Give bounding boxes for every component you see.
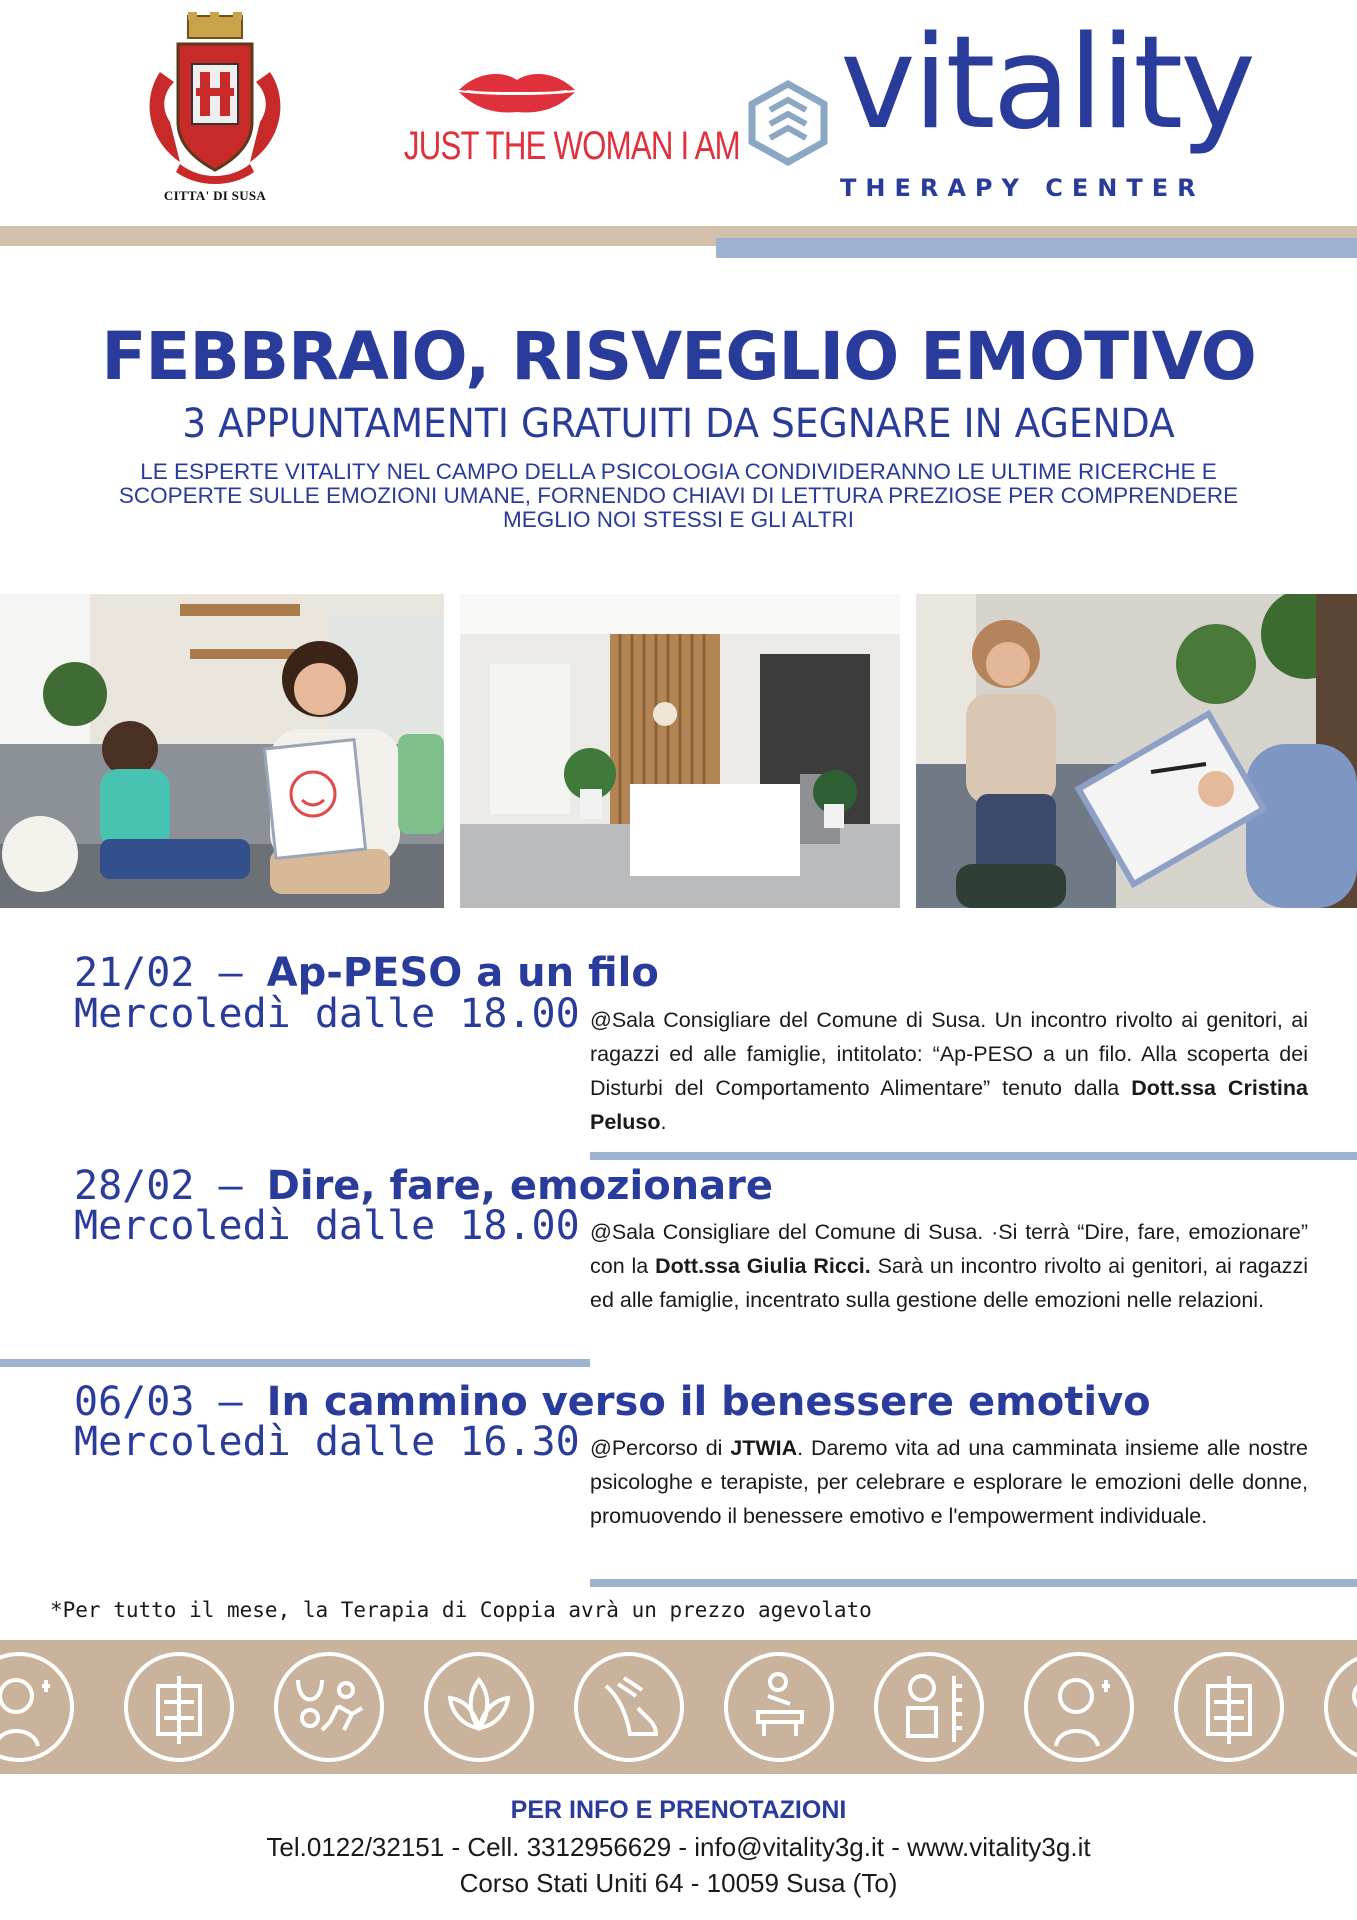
event-1-date: 21/02 – [74, 950, 267, 996]
address: Corso Stati Uniti 64 - 10059 Susa (To) [459, 1868, 898, 1898]
pediatric-growth-icon [874, 1652, 984, 1762]
event-2-title [74, 1163, 774, 1209]
event-3-desc-end: . Daremo vita ad una camminata insieme alle nostre psicologhe e terapiste, per celebrare e esplorare le emozioni delle donne, promuovendo il benessere emotivo e l'empowerment individuale. [590, 1436, 1308, 1528]
event-2-divider [0, 1359, 590, 1367]
header-divider-blue [716, 238, 1357, 258]
event-1-divider [590, 1152, 1357, 1160]
event-1-title [74, 950, 659, 996]
posture-icon [124, 1652, 234, 1762]
info-title: PER INFO E PRENOTAZIONI [510, 1796, 847, 1824]
event-1-description [590, 1003, 1308, 1139]
event-3-organizer: JTWIA [730, 1436, 798, 1460]
jtwia-logo-text: JUST THE WOMAN I AM [403, 124, 740, 168]
physiotherapy-icon [724, 1652, 834, 1762]
vitality-subtitle: THERAPY CENTER [840, 174, 1205, 202]
photo-clinic-reception [460, 594, 900, 908]
lips-icon [457, 70, 577, 114]
event-2-speaker: Dott.ssa Giulia Ricci. [655, 1254, 871, 1278]
vitality-wordmark: vitality [840, 9, 1253, 158]
contact-info: Tel.0122/32151 - Cell. 3312956629 - info@vitality3g.it - www.vitality3g.it [266, 1832, 1091, 1862]
foot-massage-icon [574, 1652, 684, 1762]
event-3-name: In cammino verso il benessere emotivo [266, 1379, 1151, 1425]
event-3-description [590, 1431, 1308, 1533]
event-3-date: 06/03 – [74, 1379, 267, 1425]
speech-therapy-icon [1024, 1652, 1134, 1762]
event-3-time: Mercoledì dalle 16.30 [74, 1419, 580, 1465]
vitality-emblem-icon [748, 80, 828, 166]
posture-icon [1174, 1652, 1284, 1762]
event-3-divider [590, 1579, 1357, 1587]
event-3-desc-text: @Percorso di [590, 1436, 731, 1460]
event-2-description [590, 1215, 1308, 1317]
intro-text: LE ESPERTE VITALITY NEL CAMPO DELLA PSICOLOGIA CONDIVIDERANNO LE ULTIME RICERCHE E SCOPERTE SULLE EMOZIONI UMANE, FORNENDO CHIAVI DI LETTURA PREZIOSE PER COMPRENDERE MEGLIO NOI STESSI E GLI ALTRI [118, 459, 1239, 532]
event-2-desc-text: @Sala Consigliare del Comune di Susa. ·Si terrà “Dire, fare, emozionare” con la [590, 1220, 1308, 1278]
event-1-name: Ap-PESO a un filo [266, 950, 659, 996]
event-1-desc-text: @Sala Consigliare del Comune di Susa. Un incontro rivolto ai genitori, ai ragazzi ed alle famiglie, intitolato: “Ap-PESO a un filo. Alla scoperta dei Disturbi del Comportamento Alimentare” tenuto dalla [590, 1008, 1308, 1100]
event-1-time: Mercoledì dalle 18.00 [74, 991, 580, 1037]
photo-child-therapy [0, 594, 444, 908]
couple-therapy-note: *Per tutto il mese, la Terapia di Coppia avrà un prezzo agevolato [50, 1598, 872, 1622]
lotus-icon [424, 1652, 534, 1762]
page-title: FEBBRAIO, RISVEGLIO EMOTIVO [101, 318, 1256, 395]
speech-therapy-icon [0, 1652, 74, 1762]
event-2-time: Mercoledì dalle 18.00 [74, 1203, 580, 1249]
event-2-desc-end: Sarà un incontro rivolto ai genitori, ai ragazzi ed alle famiglie, incentrato sulla gestione delle emozioni nelle relazioni. [590, 1254, 1308, 1312]
sports-medicine-icon [274, 1652, 384, 1762]
event-1-desc-end: . [660, 1110, 667, 1134]
photo-psychologist-session [916, 594, 1357, 908]
page-subtitle: 3 APPUNTAMENTI GRATUITI DA SEGNARE IN AGENDA [182, 401, 1175, 447]
citta-di-susa-crest-logo [140, 12, 290, 202]
event-2-name: Dire, fare, emozionare [266, 1163, 774, 1209]
susa-logo-label: CITTA' DI SUSA [163, 188, 267, 203]
event-1-speaker: Dott.ssa Cristina Peluso [590, 1076, 1308, 1134]
event-2-date: 28/02 – [74, 1163, 267, 1209]
services-icon-partial [1324, 1652, 1357, 1762]
event-3-title [74, 1379, 1151, 1425]
